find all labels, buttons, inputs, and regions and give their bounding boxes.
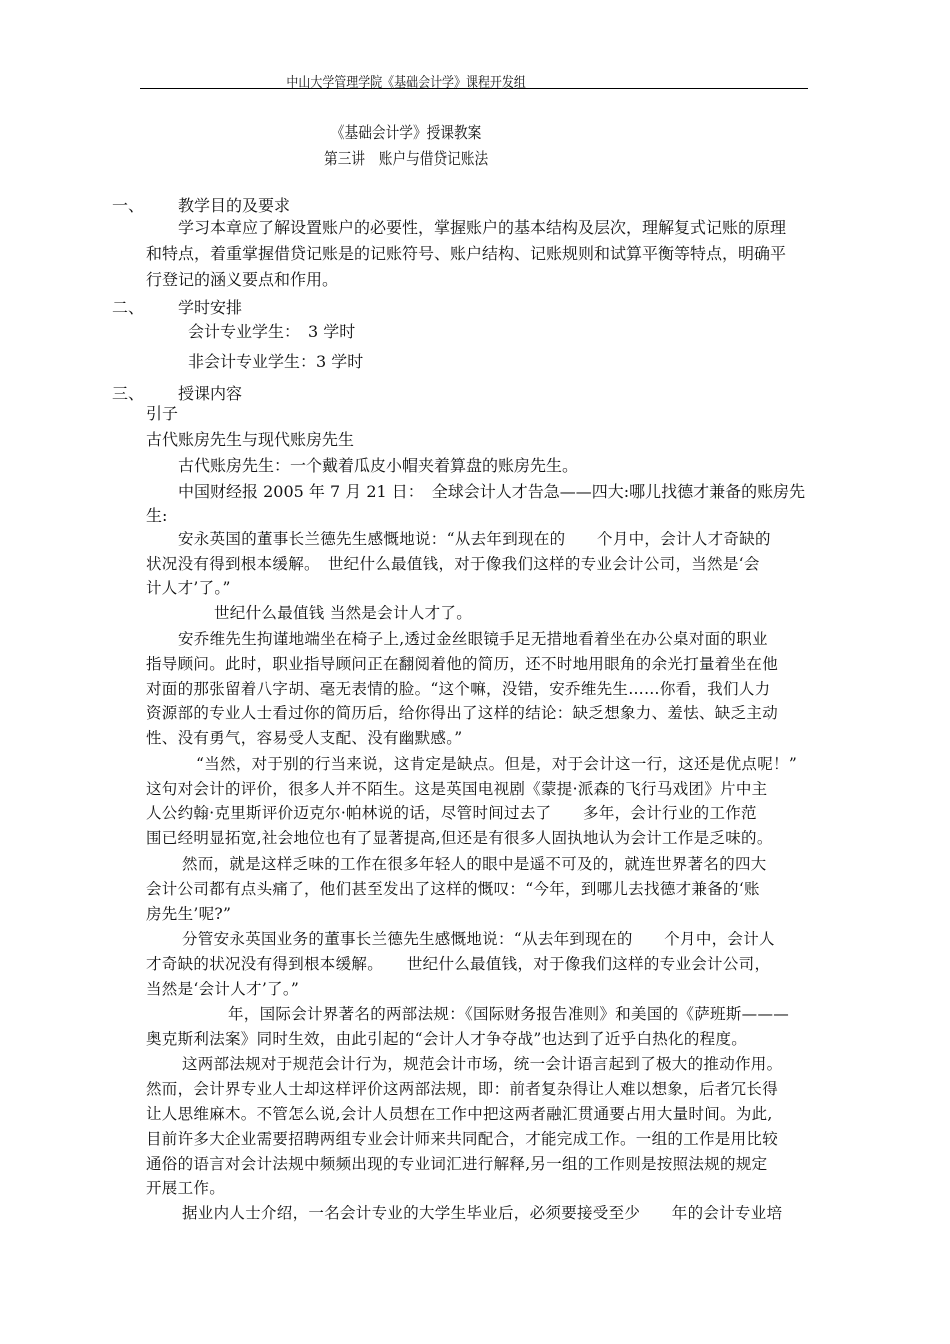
paragraph-line: 年，国际会计界著名的两部法规：《国际财务报告准则》和美国的《萨班斯——— (228, 1005, 790, 1023)
paragraph-line: 然而，会计界专业人士却这样评价这两部法规，即：前者复杂得让人难以想象，后者冗长得 (146, 1080, 779, 1098)
schedule-line: 非会计专业学生：3 学时 (188, 352, 364, 371)
paragraph-line: 当然是‘会计人才’了。” (146, 980, 300, 998)
paragraph-line: 开展工作。 (146, 1179, 226, 1197)
schedule-line: 会计专业学生： 3 学时 (188, 322, 356, 341)
paragraph-line: 房先生’呢?” (146, 905, 232, 923)
section-heading: 授课内容 (178, 384, 243, 403)
paragraph-line: 围已经明显拓宽,社会地位也有了显著提高,但还是有很多人固执地认为会计工作是乏味的。 (146, 829, 773, 847)
paragraph-line: 指导顾问。此时，职业指导顾问正在翻阅着他的简历，还不时地用眼角的余光打量着坐在他 (146, 655, 779, 673)
lecture-subtitle: 第三讲 账户与借贷记账法 (324, 149, 489, 168)
header-rule (140, 88, 808, 89)
document-title: 《基础会计学》授课教案 (330, 123, 482, 142)
paragraph-line: 人公约翰·克里斯评价迈克尔·帕林说的话，尽管时间过去了 多年，会计行业的工作范 (146, 804, 757, 822)
paragraph-line: 这两部法规对于规范会计行为，规范会计市场，统一会计语言起到了极大的推动作用。 (182, 1055, 783, 1073)
paragraph-line: 行登记的涵义要点和作用。 (146, 270, 339, 289)
paragraph-line: 对面的那张留着八字胡、毫无表情的脸。“这个嘛，没错，安乔维先生……你看，我们人力 (146, 680, 771, 698)
section-number: 三、 (112, 384, 145, 403)
paragraph-line: 世纪什么最值钱 当然是会计人才了。 (214, 604, 473, 622)
paragraph-line: 生: (146, 506, 168, 525)
section-number: 二、 (112, 298, 145, 317)
paragraph-line: 状况没有得到根本缓解。 世纪什么最值钱，对于像我们这样的专业会计公司，当然是‘会 (146, 555, 760, 573)
paragraph-line: 会计公司都有点头痛了，他们甚至发出了这样的慨叹：“今年，到哪儿去找德才兼备的‘账 (146, 880, 760, 898)
running-header: 中山大学管理学院《基础会计学》课程开发组 (286, 75, 526, 91)
paragraph-line: 性、没有勇气，容易受人支配、没有幽默感。” (146, 729, 463, 747)
subheading-topic: 古代账房先生与现代账房先生 (146, 430, 355, 449)
paragraph-line: 安永英国的董事长兰德先生感慨地说：“从去年到现在的 个月中，会计人才奇缺的 (178, 530, 771, 548)
paragraph-line: 资源部的专业人士看过你的简历后，给你得出了这样的结论：缺乏想象力、羞怯、缺乏主动 (146, 704, 779, 722)
paragraph-line: 中国财经报 2005 年 7 月 21 日： 全球会计人才告急——四大:哪儿找德才兼备的账房先 (178, 482, 806, 501)
paragraph-line: 和特点，着重掌握借贷记账是的记账符号、账户结构、记账规则和试算平衡等特点，明确平 (146, 244, 787, 263)
section-heading: 学时安排 (178, 298, 243, 317)
paragraph-line: 这句对会计的评价，很多人并不陌生。这是英国电视剧《蒙提·派森的飞行马戏团》片中主 (146, 780, 768, 798)
paragraph-line: 然而，就是这样乏味的工作在很多年轻人的眼中是遥不可及的，就连世界著名的四大 (182, 855, 767, 873)
paragraph-line: 学习本章应了解设置账户的必要性，掌握账户的基本结构及层次，理解复式记账的原理 (178, 218, 787, 237)
paragraph-line: “当然，对于别的行当来说，这肯定是缺点。但是，对于会计这一行，这还是优点呢！” (196, 755, 798, 773)
paragraph-line: 让人思维麻木。不管怎么说,会计人员想在工作中把这两者融汇贯通要占用大量时间。为此, (146, 1105, 773, 1123)
section-heading: 教学目的及要求 (178, 196, 291, 215)
paragraph-line: 通俗的语言对会计法规中频频出现的专业词汇进行解释,另一组的工作则是按照法规的规定 (146, 1155, 768, 1173)
paragraph-line: 计人才’了。” (146, 579, 231, 597)
paragraph-line: 据业内人士介绍，一名会计专业的大学生毕业后，必须要接受至少 年的会计专业培 (182, 1204, 783, 1222)
paragraph-line: 奥克斯利法案》同时生效，由此引起的“会计人才争夺战”也达到了近乎白热化的程度。 (146, 1030, 748, 1048)
paragraph-line: 目前许多大企业需要招聘两组专业会计师来共同配合，才能完成工作。一组的工作是用比较 (146, 1130, 779, 1148)
paragraph-line: 分管安永英国业务的董事长兰德先生感慨地说：“从去年到现在的 个月中，会计人 (182, 930, 775, 948)
subheading-intro: 引子 (146, 404, 179, 423)
paragraph-line: 安乔维先生拘谨地端坐在椅子上,透过金丝眼镜手足无措地看着坐在办公桌对面的职业 (178, 630, 768, 648)
paragraph-line: 才奇缺的状况没有得到根本缓解。 世纪什么最值钱，对于像我们这样的专业会计公司， (146, 955, 771, 973)
paragraph-line: 古代账房先生：一个戴着瓜皮小帽夹着算盘的账房先生。 (178, 456, 579, 475)
section-number: 一、 (112, 196, 145, 215)
